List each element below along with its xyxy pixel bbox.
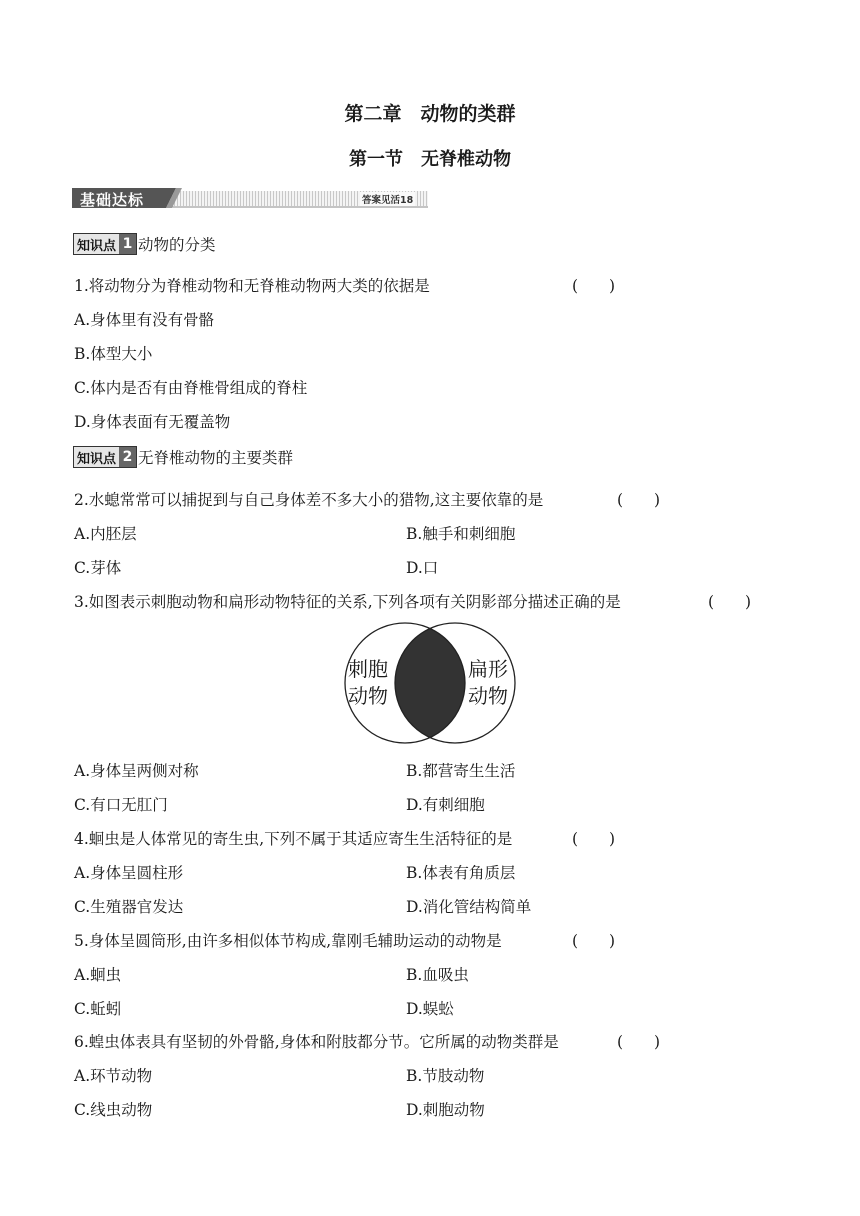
knowledge-point-title: 无脊椎动物的主要类群 — [138, 449, 294, 467]
question-2-answer-blank: ( ) — [617, 491, 661, 509]
venn-left-label — [344, 656, 392, 710]
answer-reference: 答案见活18 — [360, 192, 415, 206]
question-6-option-c: C.线虫动物 — [74, 1101, 153, 1119]
knowledge-point-1 — [73, 233, 216, 255]
question-2-option-b: B.触手和刺细胞 — [406, 525, 516, 543]
question-1-stem: 1.将动物分为脊椎动物和无脊椎动物两大类的依据是 — [74, 277, 430, 295]
knowledge-point-tag-text: 知识点 — [77, 451, 117, 467]
knowledge-point-tag-text: 知识点 — [77, 238, 117, 254]
question-6-option-a: A.环节动物 — [74, 1067, 153, 1085]
question-1-option-c: C.体内是否有由脊椎骨组成的脊柱 — [74, 379, 308, 397]
venn-right-label — [464, 656, 512, 710]
knowledge-point-tag — [73, 446, 137, 468]
question-3-option-d: D.有刺细胞 — [406, 796, 485, 814]
question-6-option-b: B.节肢动物 — [406, 1067, 485, 1085]
question-6-answer-blank: ( ) — [617, 1033, 661, 1051]
question-5-option-c: C.蚯蚓 — [74, 1000, 122, 1018]
knowledge-point-title: 动物的分类 — [138, 236, 216, 254]
question-2-option-c: C.芽体 — [74, 559, 122, 577]
knowledge-point-number: 2 — [119, 447, 136, 467]
question-2-stem: 2.水螅常常可以捕捉到与自己身体差不多大小的猎物,这主要依靠的是 — [74, 491, 544, 509]
question-3-option-a: A.身体呈两侧对称 — [74, 762, 199, 780]
knowledge-point-number: 1 — [119, 234, 136, 254]
question-6-option-d: D.刺胞动物 — [406, 1101, 485, 1119]
question-1-answer-blank: ( ) — [572, 277, 616, 295]
knowledge-point-tag — [73, 233, 137, 255]
venn-right-label-line2: 动物 — [468, 684, 508, 708]
question-4-option-d: D.消化管结构简单 — [406, 898, 532, 916]
question-5-answer-blank: ( ) — [572, 932, 616, 950]
question-4-option-a: A.身体呈圆柱形 — [74, 864, 184, 882]
question-5-stem: 5.身体呈圆筒形,由许多相似体节构成,靠刚毛辅助运动的动物是 — [74, 932, 502, 950]
question-5-option-b: B.血吸虫 — [406, 966, 469, 984]
question-4-answer-blank: ( ) — [572, 830, 616, 848]
question-4-option-b: B.体表有角质层 — [406, 864, 516, 882]
question-2-option-a: A.内胚层 — [74, 525, 137, 543]
banner-label: 基础达标 — [80, 191, 145, 209]
question-4-option-c: C.生殖器官发达 — [74, 898, 184, 916]
question-5-option-d: D.蜈蚣 — [406, 1000, 454, 1018]
question-5-option-a: A.蛔虫 — [74, 966, 122, 984]
knowledge-point-2 — [73, 446, 293, 468]
section-title: 第一节 无脊椎动物 — [349, 149, 511, 170]
question-1-option-a: A.身体里有没有骨骼 — [74, 311, 215, 329]
chapter-title: 第二章 动物的类群 — [344, 103, 516, 125]
question-3-option-c: C.有口无肛门 — [74, 796, 168, 814]
question-3-answer-blank: ( ) — [708, 593, 752, 611]
question-1-option-b: B.体型大小 — [74, 345, 153, 363]
venn-right-label-line1: 扁形 — [468, 657, 508, 681]
question-4-stem: 4.蛔虫是人体常见的寄生虫,下列不属于其适应寄生生活特征的是 — [74, 830, 513, 848]
venn-left-label-line2: 动物 — [348, 684, 388, 708]
question-1-option-d: D.身体表面有无覆盖物 — [74, 413, 231, 431]
question-3-stem: 3.如图表示刺胞动物和扁形动物特征的关系,下列各项有关阴影部分描述正确的是 — [74, 593, 621, 611]
question-6-stem: 6.蝗虫体表具有坚韧的外骨骼,身体和附肢都分节。它所属的动物类群是 — [74, 1033, 559, 1051]
question-2-option-d: D.口 — [406, 559, 439, 577]
venn-diagram — [330, 620, 530, 746]
question-3-option-b: B.都营寄生生活 — [406, 762, 516, 780]
section-banner — [72, 186, 428, 210]
venn-left-label-line1: 刺胞 — [348, 657, 388, 681]
